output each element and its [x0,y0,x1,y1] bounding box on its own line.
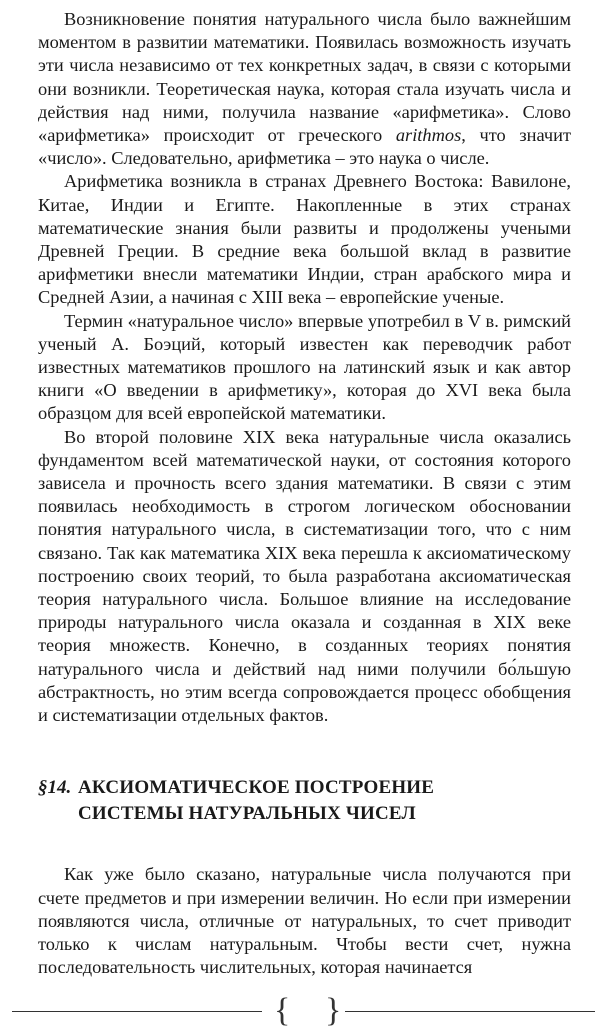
paragraph-text: , что значит «число». Следовательно, арифметика – это наука о числе. [38,125,571,169]
paragraph-section-intro: Как уже было сказано, натуральные числа получаются при счете предметов и при измерении величин. Но если при измерении появляются числа, отличные от натуральных, то счет приводит только к числам натуральным. Чтобы вести счет, нужна последовательность числительных, которая начинается [38,864,571,978]
paragraph-text: Возникновение понятия натурального числа было важнейшим моментом в развитии математики. Появилась возможность изучать эти числа независимо от тех конкретных задач, в связи с которыми они возникли. Теоретическая наука, которая стала изучать числа и действия над ними, получила название «арифметика». Слово «арифметика» происходит от греческого [38,9,571,146]
section-number: §14. [38,777,72,799]
section-heading [38,775,571,827]
paragraph-nineteenth-century: Во второй половине XIX века натуральные числа оказались фундаментом всей математической науки, от состояния которого зависела и прочность всего здания математики. В связи с этим появилась необходимость в строгом логическом обосновании понятия натурального числа, в систематизации того, что с ним связано. Так как математика XIX века перешла к аксиоматическому построению своих теорий, то была разработана аксиоматическая теория натурального числа. Большое влияние на исследование природы натурального числа оказала и созданная в XIX веке теория множеств. Конечно, в созданных теориях понятия натурального числа и действий над ними получили бо́льшую абстрактность, но этим всегда сопровождается процесс обобщения и систематизации отдельных фактов. [38,426,571,726]
footer-bracket-open-icon: { [274,992,291,1029]
paragraph-arithmetic-origin [38,8,571,170]
greek-word-arithmos: arithmos [395,125,462,146]
section-title [78,775,571,827]
paragraph-arithmetic-history: Арифметика возникла в странах Древнего Востока: Вавилоне, Китае, Индии и Египте. Накопленные в этих странах математические знания были развиты и продолжены учеными Древней Греции. В средние века большой вклад в развитие арифметики внесли математики Индии, стран арабского мира и Средней Азии, а начиная с XIII века – европейские ученые. [38,171,571,308]
footer-rule-left [12,1011,262,1012]
footer-rule-right [345,1011,595,1012]
section-title-line: СИСТЕМЫ НАТУРАЛЬНЫХ ЧИСЕЛ [78,803,416,825]
footer-bracket-close-icon: } [325,992,342,1029]
section-title-line: АКСИОМАТИЧЕСКОЕ ПОСТРОЕНИЕ [78,777,435,799]
paragraph-boethius: Термин «натуральное число» впервые употребил в V в. римский ученый А. Боэций, который известен как переводчик работ известных математиков прошлого на латинский язык и как автор книги «О введении в арифметику», которая до XVI века была образцом для всей европейской математики. [38,310,571,424]
page-footer [12,992,595,1032]
page-body [38,8,571,979]
